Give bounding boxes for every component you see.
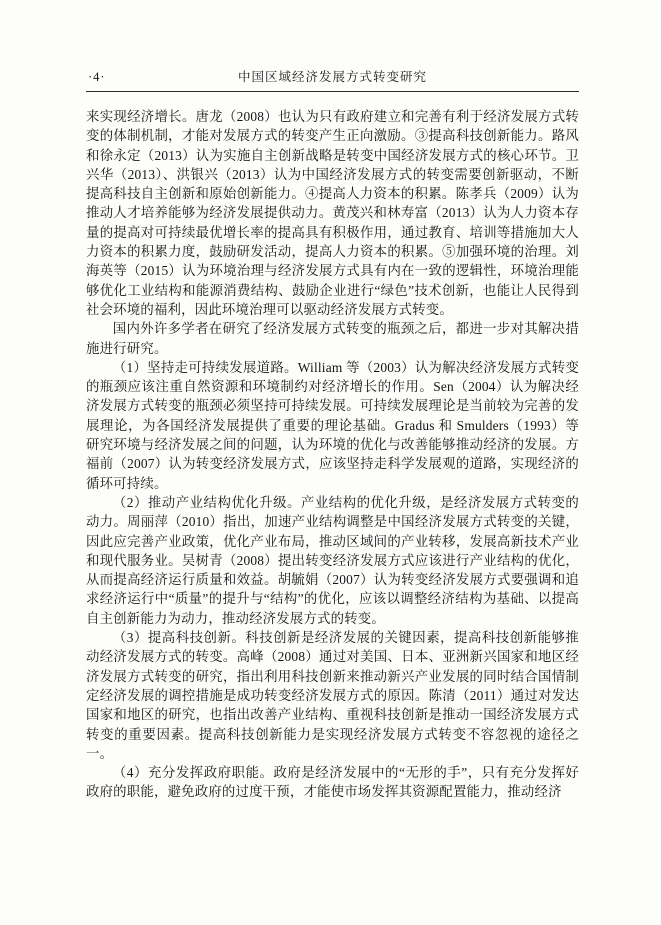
page-header [86, 68, 579, 86]
page-number: ·4· [88, 70, 106, 84]
running-title: 中国区域经济发展方式转变研究 [237, 70, 427, 84]
paragraph: 来实现经济增长。唐龙（2008）也认为只有政府建立和完善有利于经济发展方式转变的体制机制，才能对发展方式的转变产生正向激励。③提高科技创新能力。路风和徐永定（2013）认为实施自主创新战略是转变中国经济发展方式的核心环节。卫兴华（2013）、洪银兴（2013）认为中国经济发展方式的转变需要创新驱动，不断提高科技自主创新和原始创新能力。④提高人力资本的积累。陈孝兵（2009）认为推动人才培养能够为经济发展提供动力。黄茂兴和林寿富（2013）认为人力资本存量的提高对可持续最优增长率的提高具有积极作用，通过教育、培训等措施加大人力资本的积累力度，鼓励研发活动，提高人力资本的积累。⑤加强环境的治理。刘海英等（2015）认为环境治理与经济发展方式具有内在一致的逻辑性，环境治理能够优化工业结构和能源消费结构、鼓励企业进行“绿色”技术创新，也能让人民得到社会环境的福利，因此环境治理可以驱动经济发展方式转变。 [86, 109, 579, 317]
paragraph: （3）提高科技创新。科技创新是经济发展的关键因素，提高科技创新能够推动经济发展方式的转变。高峰（2008）通过对美国、日本、亚洲新兴国家和地区经济发展方式转变的研究，指出利用科技创新来推动新兴产业发展的同时结合国情制定经济发展的调控措施是成功转变经济发展方式的原因。陈清（2011）通过对发达国家和地区的研究，也指出改善产业结构、重视科技创新是推动一国经济发展方式转变的重要因素。提高科技创新能力是实现经济发展方式转变不容忽视的途径之一。 [86, 630, 579, 761]
paragraph: 国内外许多学者在研究了经济发展方式转变的瓶颈之后，都进一步对其解决措施进行研究。 [86, 321, 579, 356]
header-rule [86, 91, 579, 92]
paragraph: （4）充分发挥政府职能。政府是经济发展中的“无形的手”，只有充分发挥好政府的职能，避免政府的过度干预，才能使市场发挥其资源配置能力，推动经济 [86, 765, 579, 800]
paragraph: （2）推动产业结构优化升级。产业结构的优化升级，是经济发展方式转变的动力。周丽萍（2010）指出，加速产业结构调整是中国经济发展方式转变的关键，因此应完善产业政策，优化产业布局，推动区域间的产业转移，发展高新技术产业和现代服务业。吴树青（2008）提出转变经济发展方式应该进行产业结构的优化，从而提高经济运行质量和效益。胡毓娟（2007）认为转变经济发展方式要强调和追求经济运行中“质量”的提升与“结构”的优化，应该以调整经济结构为基础、以提高自主创新能力为动力，推动经济发展方式的转变。 [86, 494, 579, 626]
body-text [86, 107, 579, 802]
paragraph: （1）坚持走可持续发展道路。William 等（2003）认为解决经济发展方式转变的瓶颈应该注重自然资源和环境制约对经济增长的作用。Sen（2004）认为解决经济发展方式转变的瓶颈必须坚持可持续发展。可持续发展理论是当前较为完善的发展理论，为各国经济发展提供了重要的理论基础。Gradus 和 Smulders（1993）等研究环境与经济发展之间的问题，认为环境的优化与改善能够推动经济的发展。方福前（2007）认为转变经济发展方式，应该坚持走科学发展观的道路，实现经济的循环可持续。 [86, 359, 579, 491]
